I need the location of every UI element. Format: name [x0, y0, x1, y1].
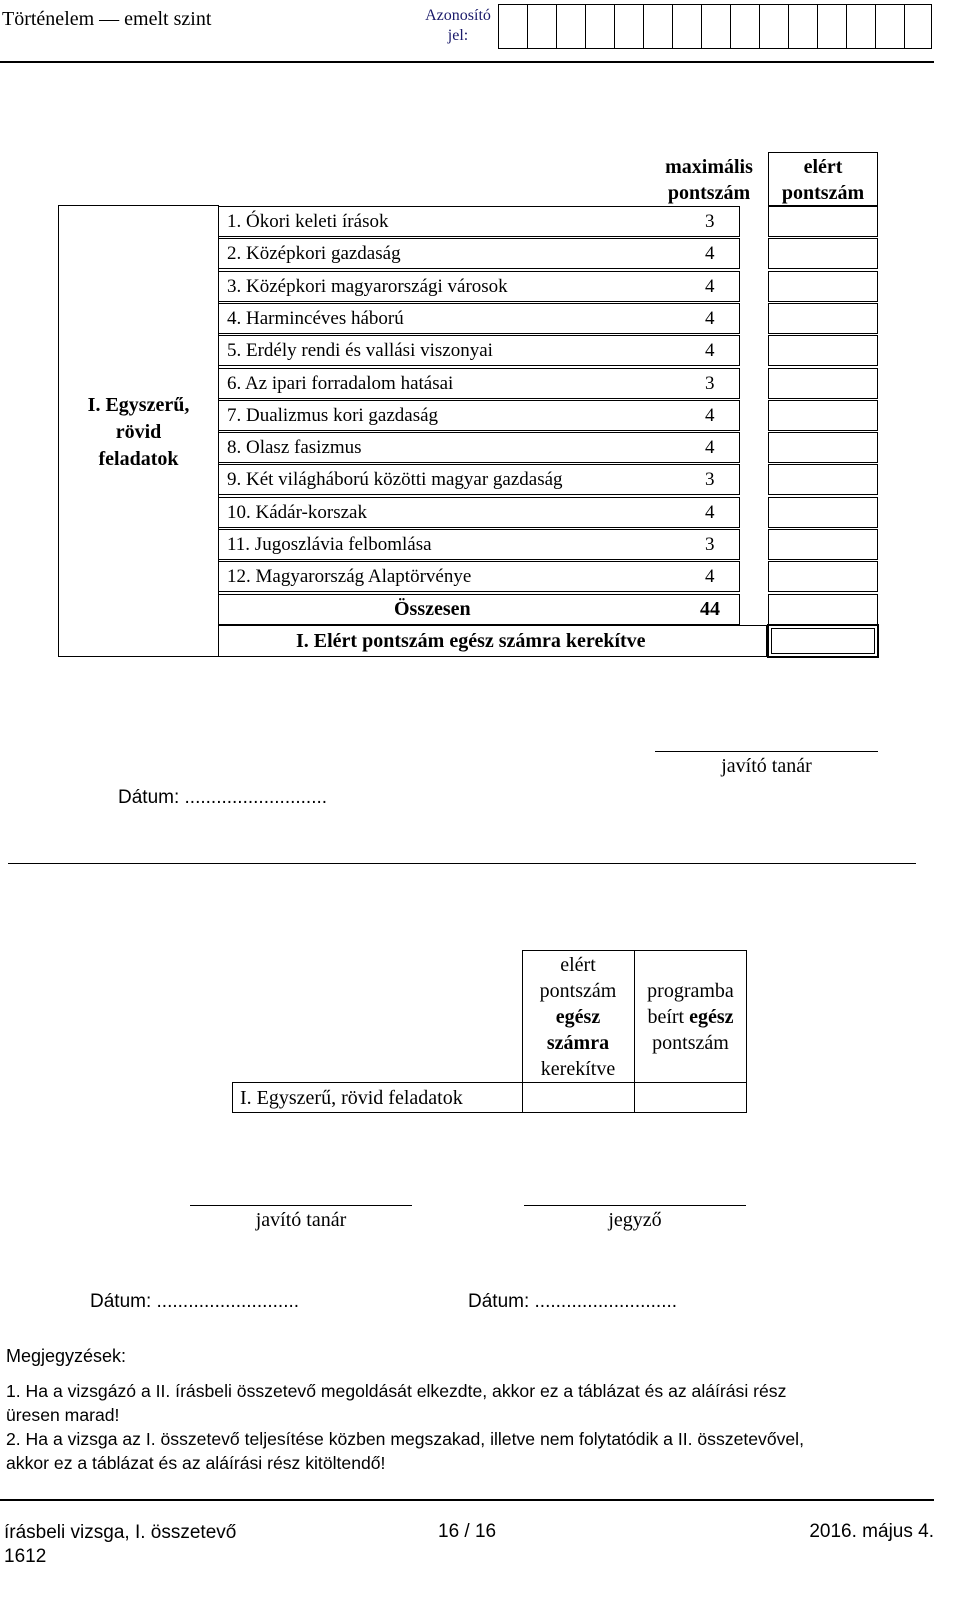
task-label: 7. Dualizmus kori gazdaság [227, 405, 439, 426]
task-row [218, 271, 740, 302]
id-box[interactable] [614, 4, 644, 49]
task-row [218, 464, 740, 495]
score-input[interactable] [768, 497, 878, 528]
task-label: 12. Magyarország Alaptörvénye [227, 566, 472, 587]
task-label: 5. Erdély rendi és vallási viszonyai [227, 340, 493, 361]
id-box[interactable] [643, 4, 673, 49]
task-row [218, 238, 740, 269]
notes-list: 1. Ha a vizsgázó a II. írásbeli összetevő megoldását elkezdte, akkor ez a táblázat és az aláírási rész üresen marad! 2. Ha a vizsga az I. összetevő teljesítése közben megszakad, illetve nem folytatódik a II. összetevővel, akkor ez a táblázat és az aláírási rész kitöltendő! [6, 1379, 936, 1475]
task-max-points: 4 [705, 437, 715, 458]
score-input[interactable] [768, 271, 878, 302]
score-input[interactable] [768, 303, 878, 334]
summary-row-label: I. Egyszerű, rövid feladatok [240, 1087, 463, 1109]
task-max-points: 4 [705, 566, 715, 587]
task-label: 3. Középkori magyarországi városok [227, 276, 508, 297]
col-header-got: elért pontszám [781, 156, 865, 204]
task-row [218, 432, 740, 463]
id-box[interactable] [759, 4, 789, 49]
task-max-points: 3 [705, 534, 715, 555]
task-label: 10. Kádár-korszak [227, 502, 367, 523]
score-input[interactable] [768, 561, 878, 592]
task-max-points: 3 [705, 373, 715, 394]
section-label: I. Egyszerű, rövid feladatok [87, 394, 190, 470]
score-input[interactable] [768, 432, 878, 463]
task-max-points: 4 [705, 243, 715, 264]
summary-col-entered: programba beírt egész pontszám [647, 980, 734, 1054]
date-field[interactable]: Dátum: ........................... [118, 787, 328, 808]
task-max-points: 4 [705, 502, 715, 523]
id-box[interactable] [527, 4, 557, 49]
role-label-notary: jegyző [608, 1209, 662, 1231]
page-header-subject: Történelem — emelt szint [2, 8, 212, 30]
summary-input-entered[interactable] [635, 1083, 746, 1112]
score-input[interactable] [768, 238, 878, 269]
task-row [218, 529, 740, 560]
task-max-points: 4 [705, 276, 715, 297]
signature-line-teacher[interactable] [190, 1205, 412, 1206]
rounded-label: I. Elért pontszám egész számra kerekítve [296, 630, 646, 652]
task-row [218, 400, 740, 431]
role-label: javító tanár [721, 755, 812, 777]
exam-date: 2016. május 4. [809, 1521, 934, 1542]
id-box[interactable] [875, 4, 905, 49]
summary-input-rounded[interactable] [523, 1083, 633, 1112]
id-box[interactable] [672, 4, 702, 49]
footer-left: írásbeli vizsga, I. összetevő 1612 [4, 1522, 237, 1567]
total-label: Összesen [394, 598, 471, 620]
id-box[interactable] [498, 4, 528, 49]
score-input-total[interactable] [768, 594, 878, 625]
summary-col-rounded: elért pontszám egész számra kerekítve [539, 954, 617, 1080]
signature-line[interactable] [655, 751, 878, 752]
task-label: 11. Jugoszlávia felbomlása [227, 534, 432, 555]
task-max-points: 4 [705, 340, 715, 361]
id-box[interactable] [585, 4, 615, 49]
section-divider [8, 863, 916, 864]
header-rule [0, 61, 934, 63]
id-box[interactable] [846, 4, 876, 49]
task-label: 2. Középkori gazdaság [227, 243, 401, 264]
score-input-rounded[interactable] [767, 624, 879, 658]
col-header-max: maximális pontszám [665, 156, 753, 204]
page-number: 16 / 16 [438, 1521, 497, 1542]
total-row [218, 594, 740, 625]
date-field-right[interactable]: Dátum: ........................... [468, 1291, 678, 1312]
score-input[interactable] [768, 368, 878, 399]
date-field-left[interactable]: Dátum: ........................... [90, 1291, 300, 1312]
score-input[interactable] [768, 464, 878, 495]
task-row [218, 497, 740, 528]
role-label-teacher: javító tanár [255, 1209, 347, 1231]
task-row [218, 561, 740, 592]
score-input[interactable] [768, 529, 878, 560]
id-box[interactable] [904, 4, 932, 49]
task-label: 4. Harmincéves háború [227, 308, 404, 329]
score-input[interactable] [768, 400, 878, 431]
id-box[interactable] [701, 4, 731, 49]
task-label: 1. Ókori keleti írások [227, 211, 389, 232]
notes-title: Megjegyzések: [6, 1346, 127, 1366]
note-2: 2. Ha a vizsga az I. összetevő teljesítése közben megszakad, illetve nem folytatódik a II. összetevővel, [6, 1429, 804, 1449]
footer-rule [0, 1499, 934, 1501]
task-label: 9. Két világháború közötti magyar gazdaság [227, 469, 563, 490]
task-max-points: 4 [705, 405, 715, 426]
task-row [218, 368, 740, 399]
score-input[interactable] [768, 206, 878, 237]
signature-line-notary[interactable] [524, 1205, 746, 1206]
id-box[interactable] [730, 4, 760, 49]
task-row [218, 335, 740, 366]
task-label: 8. Olasz fasizmus [227, 437, 362, 458]
id-box[interactable] [788, 4, 818, 49]
task-row [218, 206, 740, 237]
id-label: Azonosító jel: [425, 7, 491, 44]
task-max-points: 3 [705, 211, 715, 232]
total-value: 44 [700, 598, 720, 620]
note-1: 1. Ha a vizsgázó a II. írásbeli összetevő megoldását elkezdte, akkor ez a táblázat és az aláírási rész [6, 1381, 787, 1401]
task-max-points: 4 [705, 308, 715, 329]
id-box[interactable] [817, 4, 847, 49]
task-label: 6. Az ipari forradalom hatásai [227, 373, 454, 394]
task-row [218, 303, 740, 334]
score-input[interactable] [768, 335, 878, 366]
id-box[interactable] [556, 4, 586, 49]
task-max-points: 3 [705, 469, 715, 490]
